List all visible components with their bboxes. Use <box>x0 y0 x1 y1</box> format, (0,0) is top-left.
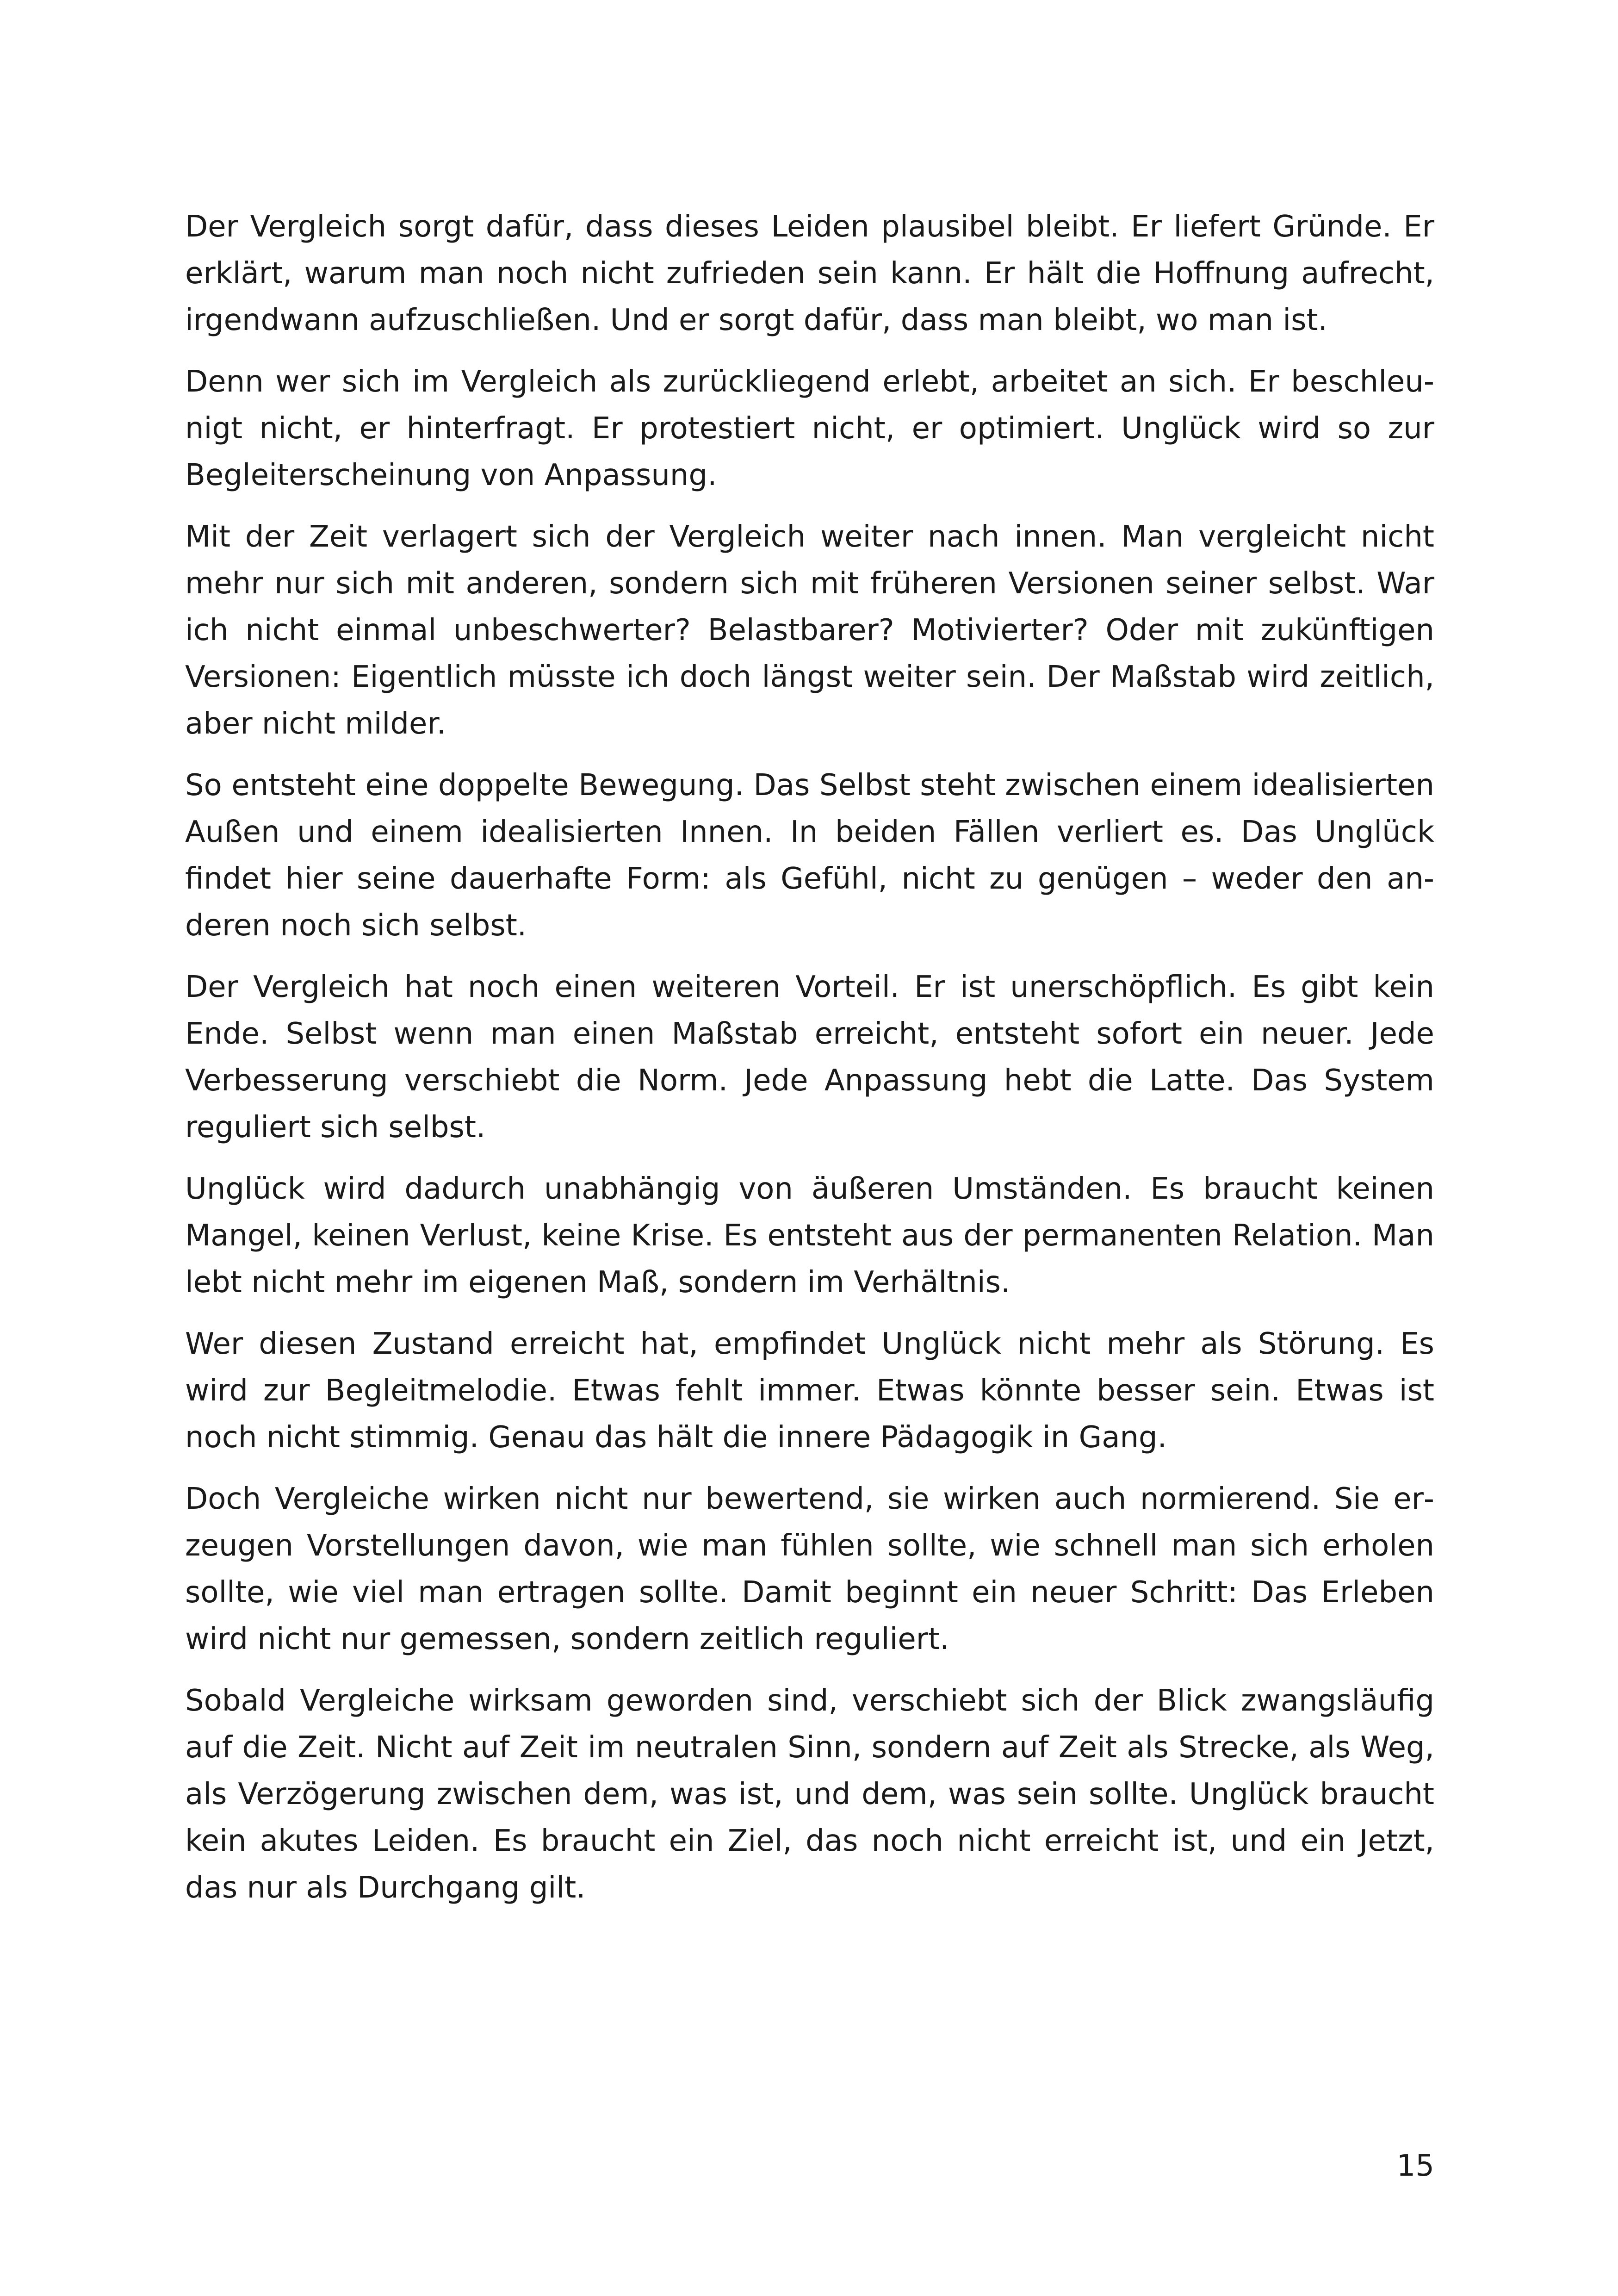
paragraph-7: Wer diesen Zustand erreicht hat, empfindet Unglück nicht mehr als Störung. Es wird zur Begleitmelodie. Etwas fehlt immer. Etwas könnte besser sein. Etwas ist noch nicht stimmig. Genau das hält die innere Pädagogik in Gang. <box>185 1327 1434 1455</box>
page-number: 15 <box>1396 2149 1434 2183</box>
paragraph-9: Sobald Vergleiche wirksam geworden sind, verschiebt sich der Blick zwangsläufig auf die Zeit. Nicht auf Zeit im neutralen Sinn, sondern auf Zeit als Strecke, als Weg, als Verzögerung zwischen dem, was ist, und dem, was sein sollte. Unglück braucht kein akutes Leiden. Es braucht ein Ziel, das noch nicht erreicht ist, und ein Jetzt, das nur als Durchgang gilt. <box>185 1684 1434 1905</box>
paragraph-4: So entsteht eine doppelte Bewegung. Das Selbst steht zwischen einem idealisierten Außen und einem idealisierten Innen. In beiden Fällen verliert es. Das Unglück findet hier seine dauerhafte Form: als Gefühl, nicht zu genügen – weder den anderen noch sich selbst. <box>185 768 1434 943</box>
paragraph-1: Der Vergleich sorgt dafür, dass dieses Leiden plausibel bleibt. Er liefert Gründe. Er erklärt, warum man noch nicht zufrieden sein kann. Er hält die Hoffnung aufrecht, irgendwann aufzuschließen. Und er sorgt dafür, dass man bleibt, wo man ist. <box>185 210 1434 337</box>
body-text <box>185 204 1434 1926</box>
paragraph-6: Unglück wird dadurch unabhängig von äußeren Umständen. Es braucht keinen Mangel, keinen Verlust, keine Krise. Es entsteht aus der permanenten Relation. Man lebt nicht mehr im eigenen Maß, sondern im Verhältnis. <box>185 1172 1434 1300</box>
paragraph-5: Der Vergleich hat noch einen weiteren Vorteil. Er ist unerschöpflich. Es gibt kein Ende. Selbst wenn man einen Maßstab erreicht, entsteht sofort ein neuer. Jede Verbesserung verschiebt die Norm. Jede Anpassung hebt die Latte. Das System reguliert sich selbst. <box>185 970 1434 1145</box>
paragraph-2: Denn wer sich im Vergleich als zurückliegend erlebt, arbeitet an sich. Er beschleunigt nicht, er hinterfragt. Er protestiert nicht, er optimiert. Unglück wird so zur Begleiterscheinung von Anpassung. <box>185 365 1434 492</box>
paragraph-3: Mit der Zeit verlagert sich der Vergleich weiter nach innen. Man vergleicht nicht mehr nur sich mit anderen, sondern sich mit früheren Versionen seiner selbst. War ich nicht einmal unbeschwerter? Belastbarer? Motivierter? Oder mit zukünftigen Versionen: Eigentlich müsste ich doch längst weiter sein. Der Maßstab wird zeitlich, aber nicht milder. <box>185 520 1434 741</box>
paragraph-8: Doch Vergleiche wirken nicht nur bewertend, sie wirken auch normierend. Sie erzeugen Vorstellungen davon, wie man fühlen sollte, wie schnell man sich erholen sollte, wie viel man ertragen sollte. Damit beginnt ein neuer Schritt: Das Erleben wird nicht nur gemessen, sondern zeitlich reguliert. <box>185 1482 1434 1656</box>
